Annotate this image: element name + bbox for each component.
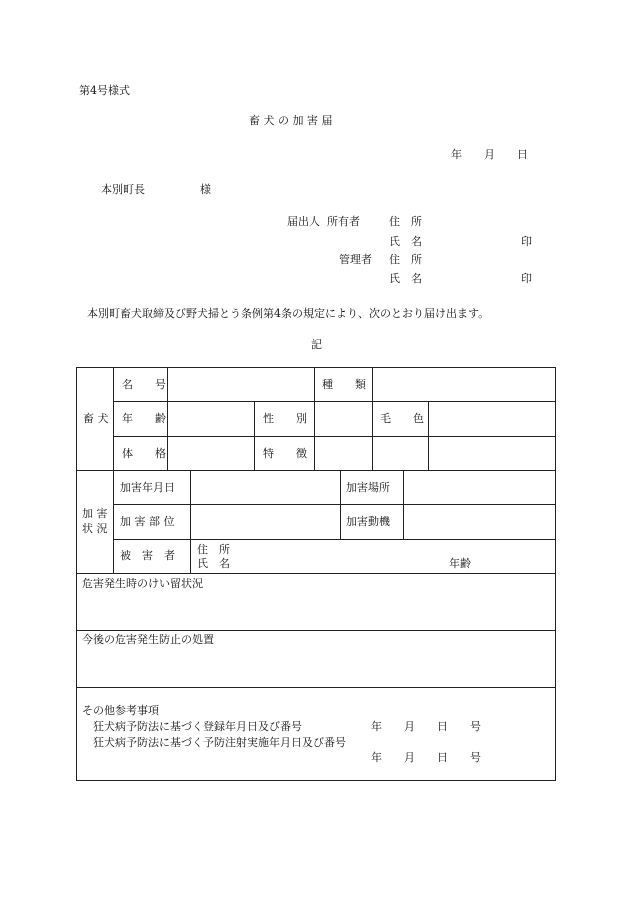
column-divider (403, 470, 404, 539)
sex-label: 性 別 (263, 412, 307, 425)
manager-name-label: 氏 名 (389, 272, 422, 285)
document-title: 畜 犬 の 加 害 届 (249, 114, 333, 127)
row-divider (113, 539, 556, 540)
build-label: 体 格 (122, 447, 166, 460)
rabies-vaccination-label: 狂犬病予防法に基づく予防注射実施年月日及び番号 (93, 736, 346, 749)
owner-label: 所有者 (327, 215, 360, 228)
rabies-registration-label: 狂犬病予防法に基づく登録年月日及び番号 (93, 720, 302, 733)
dog-section-label: 畜 犬 (83, 412, 109, 425)
applicant-label: 届出人 (287, 215, 320, 228)
column-divider (254, 401, 255, 470)
row-divider (113, 436, 556, 437)
harm-section-label-2: 状 況 (82, 522, 108, 535)
column-divider (190, 470, 191, 539)
other-label: その他参考事項 (82, 704, 159, 717)
victim-name-label: 氏 名 (197, 557, 230, 570)
manager-address-label: 住 所 (389, 253, 422, 266)
harm-place-label: 加害場所 (346, 481, 390, 494)
addressee: 本別町長 様 (101, 183, 211, 196)
prevention-label: 今後の危害発生防止の処置 (82, 633, 214, 646)
ki-heading: 記 (311, 338, 322, 351)
harm-part-label: 加 害 部 位 (120, 515, 175, 528)
owner-seal: 印 (521, 235, 532, 248)
features-label: 特 徴 (263, 447, 307, 460)
victim-address-label: 住 所 (197, 543, 230, 556)
harm-section-label-1: 加 害 (82, 507, 108, 520)
form-number: 第4号様式 (79, 84, 130, 97)
column-divider (314, 401, 315, 470)
column-divider (314, 367, 315, 401)
rabies-vaccination-date: 年 月 日 号 (371, 751, 481, 764)
section-divider (76, 687, 556, 688)
column-divider (340, 470, 341, 539)
manager-seal: 印 (521, 272, 532, 285)
name-label: 名 号 (122, 378, 166, 391)
owner-address-label: 住 所 (389, 215, 422, 228)
owner-name-label: 氏 名 (389, 235, 422, 248)
row-divider (113, 401, 556, 402)
column-divider (190, 539, 191, 573)
harm-date-label: 加害年月日 (120, 481, 175, 494)
rabies-registration-date: 年 月 日 号 (371, 720, 481, 733)
victim-age-label: 年齢 (449, 557, 471, 570)
declaration-text: 本別町畜犬取締及び野犬掃とう条例第4条の規定により、次のとおり届け出ます。 (87, 307, 490, 320)
column-divider (372, 401, 373, 470)
date-line: 年 月 日 (451, 148, 528, 161)
section-divider (76, 470, 556, 471)
breed-label: 種 類 (322, 378, 366, 391)
column-divider (428, 401, 429, 470)
row-divider (113, 504, 556, 505)
form-table (76, 367, 556, 781)
section-divider (76, 573, 556, 574)
manager-label: 管理者 (339, 253, 372, 266)
age-label: 年 齢 (122, 412, 166, 425)
harm-motive-label: 加害動機 (346, 515, 390, 528)
victim-label: 被 害 者 (120, 549, 175, 562)
section-divider (76, 630, 556, 631)
column-divider (113, 367, 114, 573)
column-divider (167, 367, 168, 470)
coat-label: 毛 色 (380, 412, 424, 425)
detention-label: 危害発生時のけい留状況 (82, 577, 203, 590)
column-divider (372, 367, 373, 401)
